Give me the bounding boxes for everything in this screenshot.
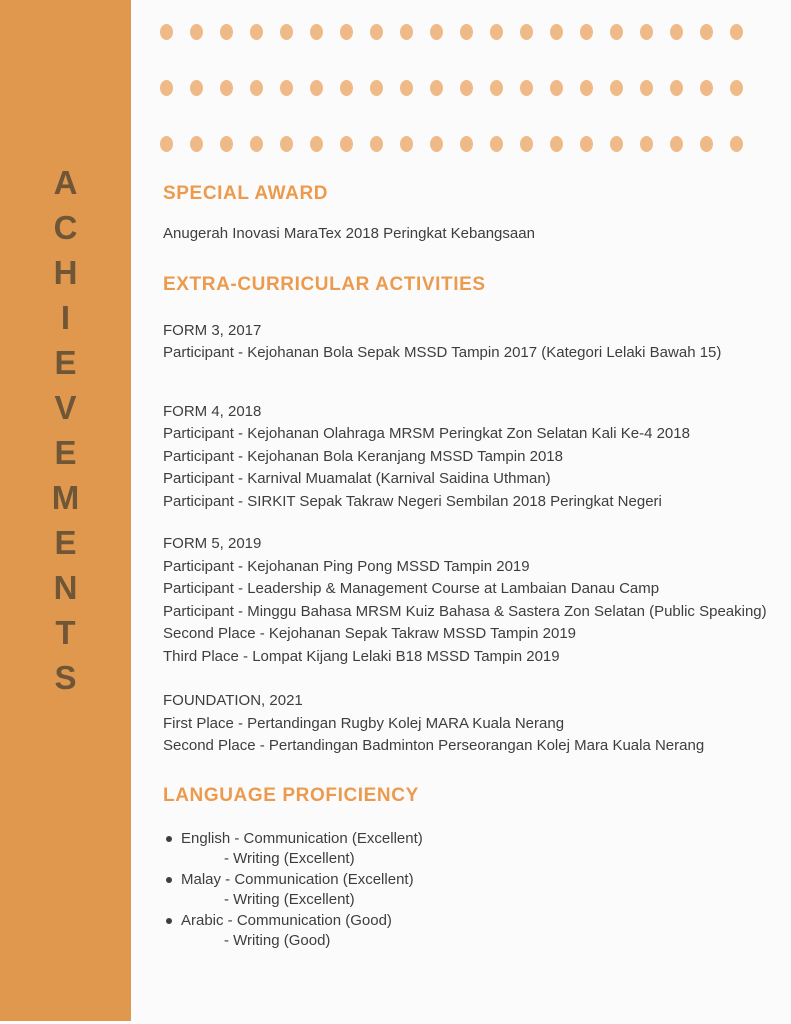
dot bbox=[700, 24, 713, 40]
dot bbox=[730, 136, 743, 152]
vertical-letter: H bbox=[53, 254, 78, 291]
activity-item: Second Place - Kejohanan Sepak Takraw MSSD Tampin 2019 bbox=[163, 625, 577, 642]
dot bbox=[460, 24, 473, 40]
content-column bbox=[163, 0, 779, 952]
activity-group-form5 bbox=[163, 533, 779, 668]
vertical-letter: T bbox=[55, 614, 76, 651]
vertical-letter: V bbox=[54, 389, 77, 426]
dot bbox=[280, 24, 293, 40]
language-item-lines bbox=[181, 870, 414, 911]
dot bbox=[220, 80, 233, 96]
group-title: FORM 4, 2018 bbox=[163, 402, 262, 420]
group-title: FORM 5, 2019 bbox=[163, 535, 262, 552]
dot bbox=[520, 80, 533, 96]
dot bbox=[190, 24, 203, 40]
dot bbox=[340, 80, 353, 96]
dot bbox=[730, 24, 743, 40]
dot bbox=[400, 80, 413, 96]
activity-item: First Place - Pertandingan Rugby Kolej MARA Kuala Nerang bbox=[163, 714, 565, 732]
dot bbox=[520, 24, 533, 40]
dot bbox=[370, 80, 383, 96]
dot bbox=[730, 80, 743, 96]
dot bbox=[430, 24, 443, 40]
vertical-letter: M bbox=[51, 479, 80, 516]
bullet-icon bbox=[166, 918, 172, 924]
dot bbox=[190, 80, 203, 96]
dot bbox=[310, 24, 323, 40]
dot-row bbox=[160, 24, 743, 40]
dot bbox=[160, 80, 173, 96]
dot bbox=[190, 136, 203, 152]
activity-item: Participant - Kejohanan Bola Keranjang MSSD Tampin 2018 bbox=[163, 447, 563, 465]
language-item-lines bbox=[181, 829, 423, 870]
activity-item: Participant - Karnival Muamalat (Karnival Saidina Uthman) bbox=[163, 470, 551, 487]
dot bbox=[550, 136, 563, 152]
activity-item: Participant - Kejohanan Bola Sepak MSSD Tampin 2017 (Kategori Lelaki Bawah 15) bbox=[163, 344, 722, 361]
language-sub: - Writing (Excellent) bbox=[224, 850, 355, 867]
special-award-heading: SPECIAL AWARD bbox=[163, 183, 329, 204]
activity-item: Third Place - Lompat Kijang Lelaki B18 MSSD Tampin 2019 bbox=[163, 647, 560, 665]
dot bbox=[640, 136, 653, 152]
vertical-letter: E bbox=[54, 434, 77, 471]
dot bbox=[640, 24, 653, 40]
language-list bbox=[163, 829, 779, 952]
vertical-letter: C bbox=[53, 209, 78, 246]
bullet-icon bbox=[166, 836, 172, 842]
dot-row bbox=[160, 136, 743, 152]
language-item-lines bbox=[181, 911, 392, 952]
dot bbox=[670, 136, 683, 152]
dot bbox=[460, 80, 473, 96]
dot-row bbox=[160, 80, 743, 96]
activity-group-foundation bbox=[163, 690, 779, 758]
dot bbox=[670, 24, 683, 40]
dot bbox=[580, 80, 593, 96]
vertical-title-achievements bbox=[0, 160, 131, 700]
dot bbox=[400, 24, 413, 40]
dot bbox=[370, 136, 383, 152]
vertical-letter: A bbox=[53, 164, 78, 201]
language-main: Malay - Communication (Excellent) bbox=[181, 870, 414, 888]
dot bbox=[580, 136, 593, 152]
vertical-letter: I bbox=[60, 299, 71, 336]
dot bbox=[700, 80, 713, 96]
dot bbox=[700, 136, 713, 152]
language-proficiency-heading: LANGUAGE PROFICIENCY bbox=[163, 784, 419, 806]
dot bbox=[220, 24, 233, 40]
vertical-letter: E bbox=[54, 344, 77, 381]
activity-item: Second Place - Pertandingan Badminton Perseorangan Kolej Mara Kuala Nerang bbox=[163, 737, 705, 754]
sidebar bbox=[0, 0, 131, 1021]
dot bbox=[550, 24, 563, 40]
dot bbox=[370, 24, 383, 40]
dot bbox=[550, 80, 563, 96]
extra-curricular-heading: EXTRA-CURRICULAR ACTIVITIES bbox=[163, 273, 486, 295]
language-main: English - Communication (Excellent) bbox=[181, 829, 423, 847]
dot bbox=[460, 136, 473, 152]
dot bbox=[670, 80, 683, 96]
group-title: FORM 3, 2017 bbox=[163, 321, 262, 339]
dot bbox=[160, 136, 173, 152]
dot bbox=[490, 24, 503, 40]
bullet-icon bbox=[166, 877, 172, 883]
activity-item: Participant - Leadership & Management Course at Lambaian Danau Camp bbox=[163, 580, 660, 597]
dot bbox=[640, 80, 653, 96]
activity-group-form3 bbox=[163, 320, 779, 365]
language-item-arabic bbox=[163, 911, 779, 952]
activity-group-form4 bbox=[163, 401, 779, 514]
dot bbox=[250, 24, 263, 40]
group-title: FOUNDATION, 2021 bbox=[163, 692, 303, 709]
vertical-letter: S bbox=[54, 659, 77, 696]
vertical-letter: E bbox=[54, 524, 77, 561]
language-item-malay bbox=[163, 870, 779, 911]
dot bbox=[250, 136, 263, 152]
dot bbox=[580, 24, 593, 40]
language-sub: - Writing (Excellent) bbox=[224, 891, 355, 908]
dot bbox=[310, 136, 323, 152]
language-item-english bbox=[163, 829, 779, 870]
dot bbox=[400, 136, 413, 152]
dot bbox=[490, 80, 503, 96]
language-main: Arabic - Communication (Good) bbox=[181, 911, 392, 929]
dot bbox=[610, 136, 623, 152]
dot bbox=[490, 136, 503, 152]
dot bbox=[340, 24, 353, 40]
dot bbox=[610, 24, 623, 40]
decorative-dots bbox=[160, 24, 743, 152]
activity-item: Participant - SIRKIT Sepak Takraw Negeri Sembilan 2018 Peringkat Negeri bbox=[163, 492, 662, 510]
dot bbox=[610, 80, 623, 96]
activity-item: Participant - Kejohanan Olahraga MRSM Peringkat Zon Selatan Kali Ke-4 2018 bbox=[163, 425, 690, 442]
dot bbox=[160, 24, 173, 40]
dot bbox=[310, 80, 323, 96]
dot bbox=[520, 136, 533, 152]
dot bbox=[280, 80, 293, 96]
dot bbox=[280, 136, 293, 152]
language-sub: - Writing (Good) bbox=[224, 932, 331, 949]
dot bbox=[340, 136, 353, 152]
dot bbox=[430, 136, 443, 152]
vertical-letter: N bbox=[53, 569, 78, 606]
dot bbox=[250, 80, 263, 96]
activity-item: Participant - Kejohanan Ping Pong MSSD Tampin 2019 bbox=[163, 557, 530, 575]
dot bbox=[220, 136, 233, 152]
dot bbox=[430, 80, 443, 96]
special-award-item: Anugerah Inovasi MaraTex 2018 Peringkat Kebangsaan bbox=[163, 225, 535, 242]
activity-item: Participant - Minggu Bahasa MRSM Kuiz Bahasa & Sastera Zon Selatan (Public Speaking) bbox=[163, 602, 767, 620]
